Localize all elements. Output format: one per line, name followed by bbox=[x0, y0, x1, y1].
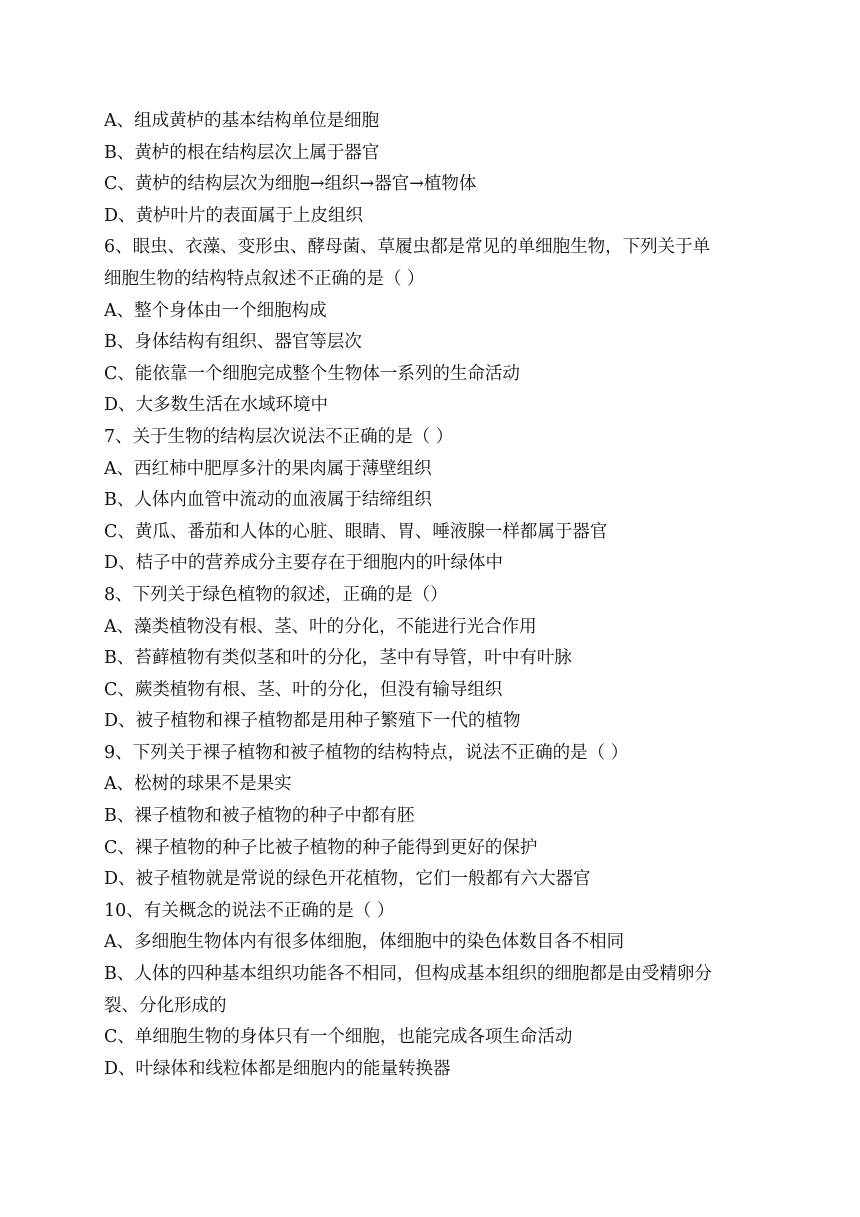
document-page bbox=[104, 106, 774, 1085]
q6-option-d: D、大多数生活在水域环境中 bbox=[104, 395, 329, 416]
q6-stem-line-2: 细胞生物的结构特点叙述不正确的是（ ） bbox=[104, 268, 425, 289]
q5-option-d: D、黄栌叶片的表面属于上皮组织 bbox=[104, 205, 364, 226]
q7-option-a: A、西红柿中肥厚多汁的果肉属于薄壁组织 bbox=[104, 458, 432, 479]
q9-option-d: D、被子植物就是常说的绿色开花植物，它们一般都有六大器官 bbox=[104, 869, 591, 890]
q9-stem: 9、下列关于裸子植物和被子植物的结构特点，说法不正确的是（ ） bbox=[104, 742, 629, 763]
q10-option-c: C、单细胞生物的身体只有一个细胞，也能完成各项生命活动 bbox=[104, 1027, 573, 1048]
q7-stem: 7、关于生物的结构层次说法不正确的是（ ） bbox=[104, 426, 454, 447]
q7-option-c: C、黄瓜、番茄和人体的心脏、眼睛、胃、唾液腺一样都属于器官 bbox=[104, 521, 608, 542]
q9-option-b: B、裸子植物和被子植物的种子中都有胚 bbox=[104, 806, 415, 827]
q6-option-c: C、能依靠一个细胞完成整个生物体一系列的生命活动 bbox=[104, 363, 520, 384]
q9-option-c: C、裸子植物的种子比被子植物的种子能得到更好的保护 bbox=[104, 837, 538, 858]
q8-option-b: B、苔藓植物有类似茎和叶的分化，茎中有导管，叶中有叶脉 bbox=[104, 648, 572, 669]
q10-stem: 10、有关概念的说法不正确的是（ ） bbox=[104, 900, 395, 921]
q6-stem-line-1: 6、眼虫、衣藻、变形虫、酵母菌、草履虫都是常见的单细胞生物，下列关于单 bbox=[104, 237, 711, 258]
q10-option-b-line-2: 裂、分化形成的 bbox=[104, 995, 227, 1016]
q5-option-b: B、黄栌的根在结构层次上属于器官 bbox=[104, 142, 380, 163]
q8-option-a: A、藻类植物没有根、茎、叶的分化，不能进行光合作用 bbox=[104, 616, 537, 637]
q5-option-c: C、黄栌的结构层次为细胞→组织→器官→植物体 bbox=[104, 174, 477, 195]
q5-option-a: A、组成黄栌的基本结构单位是细胞 bbox=[104, 111, 380, 131]
q9-option-a: A、松树的球果不是果实 bbox=[104, 774, 292, 795]
q6-option-a: A、整个身体由一个细胞构成 bbox=[104, 300, 327, 321]
q8-stem: 8、下列关于绿色植物的叙述，正确的是（） bbox=[104, 584, 448, 605]
q8-option-c: C、蕨类植物有根、茎、叶的分化，但没有输导组织 bbox=[104, 679, 503, 700]
q10-option-b-line-1: B、人体的四种基本组织功能各不相同，但构成基本组织的细胞都是由受精卵分 bbox=[104, 964, 712, 985]
q10-option-a: A、多细胞生物体内有很多体细胞，体细胞中的染色体数目各不相同 bbox=[104, 932, 625, 953]
q7-option-d: D、桔子中的营养成分主要存在于细胞内的叶绿体中 bbox=[104, 553, 504, 574]
q10-option-d: D、叶绿体和线粒体都是细胞内的能量转换器 bbox=[104, 1058, 451, 1079]
q8-option-d: D、被子植物和裸子植物都是用种子繁殖下一代的植物 bbox=[104, 711, 521, 732]
q7-option-b: B、人体内血管中流动的血液属于结缔组织 bbox=[104, 490, 432, 511]
q6-option-b: B、身体结构有组织、器官等层次 bbox=[104, 332, 362, 353]
